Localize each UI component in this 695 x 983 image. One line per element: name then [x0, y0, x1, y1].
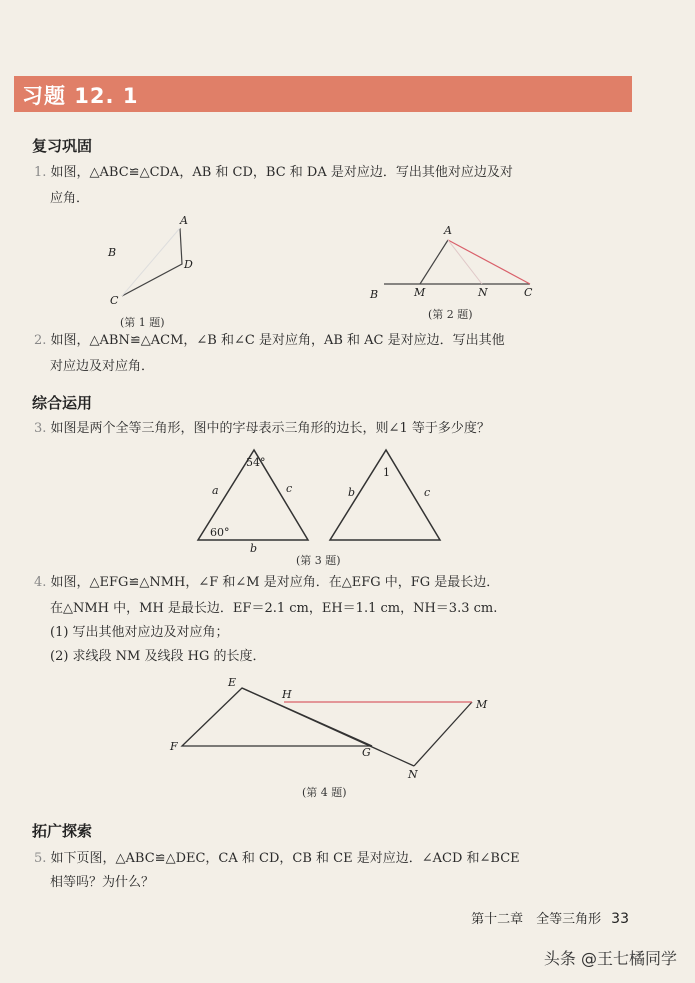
problem-4-sub-1: (1) 写出其他对应边及对应角； [50, 625, 229, 640]
figure-1-caption: (第 1 题) [120, 316, 165, 329]
fig4-label-h: H [282, 688, 292, 701]
problem-1-line-1 [34, 160, 513, 186]
problem-3-number: 3. [34, 421, 47, 436]
fig3-angle-60: 60° [210, 526, 230, 539]
section-review-heading: 复习巩固 [32, 137, 93, 155]
figure-problem-4 [168, 674, 498, 784]
figure-problem-3 [186, 446, 476, 555]
fig4-triangle-efg [182, 688, 372, 746]
section-apply-heading: 综合运用 [32, 394, 93, 412]
figure-problem-1 [100, 212, 210, 312]
figure-4-caption: (第 4 题) [302, 786, 347, 799]
figure-3-caption: (第 3 题) [296, 554, 341, 567]
fig2-side-ac [448, 240, 530, 284]
problem-2-number: 2. [34, 333, 47, 348]
problem-4-line-1 [34, 570, 499, 596]
fig3-label-c2: c [424, 486, 431, 499]
problem-1-line-2: 应角． [50, 191, 90, 206]
problem-5-number: 5. [34, 851, 47, 866]
fig3-label-a: a [212, 484, 219, 497]
fig4-label-e: E [228, 676, 237, 689]
fig4-label-m: M [476, 698, 488, 711]
fig2-label-n: N [478, 286, 488, 299]
problem-4-line-2: 在△NMH 中，MH 是最长边．EF＝2.1 cm，EH＝1.1 cm，NH＝3.3 cm. [50, 601, 498, 616]
fig4-label-f: F [170, 740, 178, 753]
problem-1-number: 1. [34, 165, 47, 180]
fig3-label-b2: b [348, 486, 356, 499]
section-explore-heading: 拓广探索 [32, 822, 93, 840]
fig1-diagonal [122, 228, 180, 296]
figure-problem-2 [362, 222, 552, 304]
fig4-label-n: N [408, 768, 418, 781]
problem-3-text: 如图是两个全等三角形，图中的字母表示三角形的边长，则∠1 等于多少度？ [50, 421, 490, 436]
fig3-angle-54: 54° [246, 456, 266, 469]
fig2-label-m: M [414, 286, 426, 299]
problem-5-text: 如下页图，△ABC≌△DEC，CA 和 CD，CB 和 CE 是对应边．∠ACD 和∠BCE [50, 851, 520, 866]
figure-2-caption: (第 2 题) [428, 308, 473, 321]
problem-5-line-2: 相等吗？为什么？ [50, 875, 155, 890]
fig1-label-c: C [110, 294, 119, 307]
problem-2-line-2: 对应边及对应角． [50, 359, 155, 374]
fig2-side-an [448, 240, 482, 284]
fig3-label-b: b [250, 542, 258, 555]
page-number: 33 [611, 911, 629, 927]
fig4-line-en [242, 688, 414, 766]
problem-5-line-1 [34, 846, 520, 872]
problem-2-text: 如图，△ABN≌△ACM，∠B 和∠C 是对应角，AB 和 AC 是对应边．写出其他 [50, 333, 505, 348]
fig1-label-a: A [180, 214, 188, 227]
page-footer [471, 908, 629, 927]
problem-4-text: 如图，△EFG≌△NMH，∠F 和∠M 是对应角．在△EFG 中，FG 是最长边． [50, 575, 500, 590]
fig2-label-c: C [524, 286, 533, 299]
problem-2-line-1 [34, 328, 505, 354]
problem-4-sub-2: (2) 求线段 NM 及线段 HG 的长度． [50, 649, 266, 664]
exercise-title: 习题 12. 1 [22, 84, 139, 108]
fig2-label-a: A [444, 224, 452, 237]
problem-1-text: 如图，△ABC≌△CDA，AB 和 CD，BC 和 DA 是对应边．写出其他对应边及对 [50, 165, 513, 180]
fig2-label-b: B [370, 288, 379, 301]
fig3-label-c: c [286, 482, 293, 495]
fig4-label-g: G [362, 746, 371, 759]
fig4-line-nm [414, 702, 472, 766]
fig2-side-am [420, 240, 448, 284]
watermark: 头条 @王七橘同学 [543, 949, 677, 968]
fig1-label-d: D [184, 258, 193, 271]
problem-4-number: 4. [34, 575, 47, 590]
fig1-label-b: B [108, 246, 117, 259]
problem-3-line-1 [34, 416, 490, 442]
chapter-label: 第十二章 全等三角形 [471, 912, 602, 927]
fig3-angle-1: 1 [383, 466, 390, 479]
